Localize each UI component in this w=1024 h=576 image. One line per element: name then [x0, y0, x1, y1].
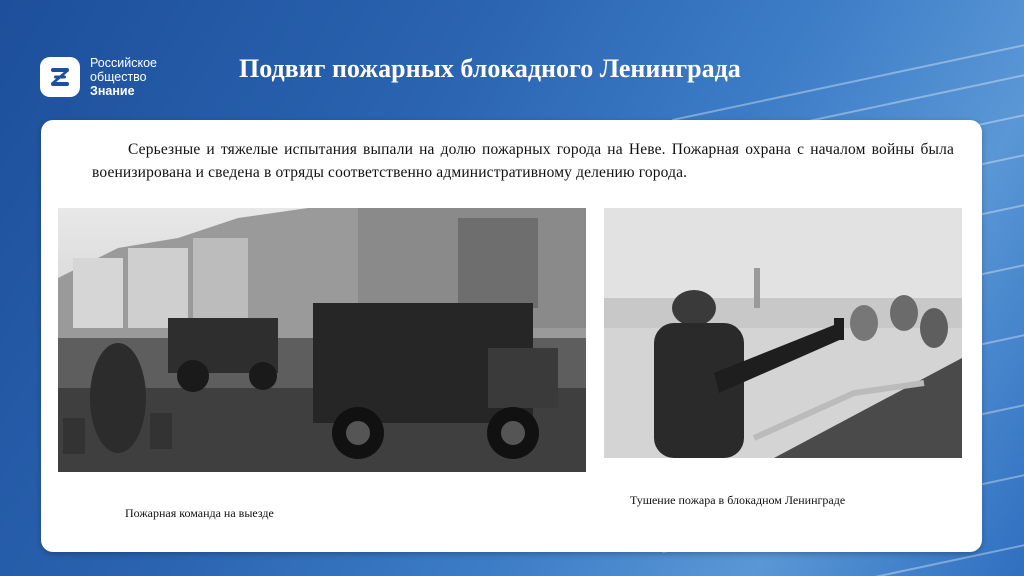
brand-logo — [40, 56, 157, 98]
firefighting-photo — [604, 208, 962, 458]
logo-line-2: общество — [90, 70, 147, 84]
intro-paragraph: Серьезные и тяжелые испытания выпали на долю пожарных города на Неве. Пожарная охрана с началом войны была военизирована и сведена в отряды соответственно административному делению города. — [92, 141, 954, 181]
logo-line-3: Знание — [90, 84, 135, 98]
photo-caption-2: Тушение пожара в блокадном Ленинграде — [630, 493, 846, 507]
znanie-logo-icon — [40, 57, 80, 97]
logo-line-1: Российское — [90, 56, 157, 70]
slide-title: Подвиг пожарных блокадного Ленинграда — [239, 54, 741, 83]
fire-brigade-photo — [58, 208, 586, 472]
logo-text — [90, 56, 157, 98]
content-card — [41, 120, 982, 552]
photo-caption-1: Пожарная команда на выезде — [125, 506, 274, 520]
